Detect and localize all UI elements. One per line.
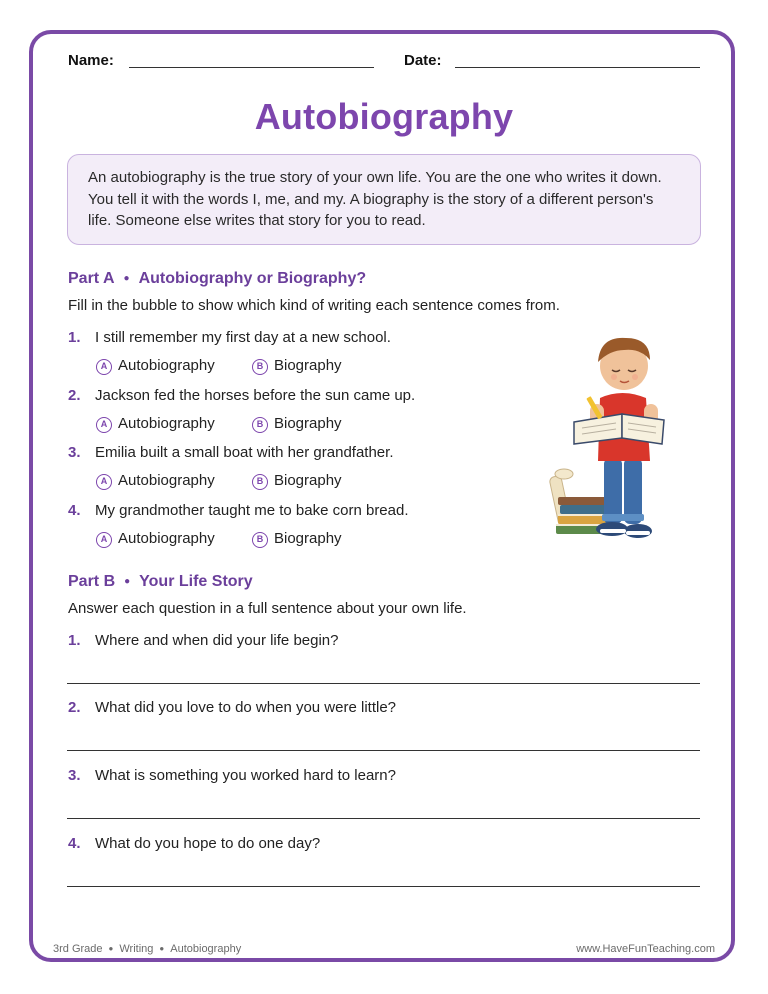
- bullet-icon: ●: [108, 944, 114, 953]
- q3-option-autobiography[interactable]: [96, 472, 215, 490]
- answer-line-2[interactable]: [67, 750, 700, 751]
- footer-topic: Autobiography: [170, 943, 242, 955]
- bubble-a-icon[interactable]: A: [96, 474, 112, 490]
- answer-line-4[interactable]: [67, 886, 700, 887]
- q4-option-biography[interactable]: [252, 530, 342, 548]
- part-a-question-3: [68, 444, 393, 461]
- question-number: 3.: [68, 444, 81, 461]
- bubble-b-icon[interactable]: B: [252, 532, 268, 548]
- bubble-b-icon[interactable]: B: [252, 417, 268, 433]
- question-number: 4.: [68, 835, 81, 852]
- part-b-question-2: [68, 699, 396, 716]
- bullet-icon: ●: [159, 944, 165, 953]
- date-field[interactable]: [455, 67, 700, 68]
- question-number: 1.: [68, 632, 81, 649]
- option-label: Biography: [274, 415, 342, 432]
- answer-line-3[interactable]: [67, 818, 700, 819]
- part-a-label: Part A: [68, 270, 115, 287]
- question-number: 1.: [68, 329, 81, 346]
- question-number: 2.: [68, 699, 81, 716]
- name-field[interactable]: [129, 67, 374, 68]
- footer-grade: 3rd Grade: [53, 943, 103, 955]
- option-label: Biography: [274, 472, 342, 489]
- part-a-question-1: [68, 329, 391, 346]
- part-b-title: Your Life Story: [139, 573, 253, 590]
- option-label: Biography: [274, 530, 342, 547]
- q1-option-biography[interactable]: [252, 357, 342, 375]
- footer-breadcrumb: [53, 943, 241, 955]
- intro-box: [67, 154, 701, 245]
- option-label: Autobiography: [118, 357, 215, 374]
- question-number: 3.: [68, 767, 81, 784]
- page-title: Autobiography: [254, 96, 514, 137]
- question-text: What did you love to do when you were little?: [95, 699, 397, 716]
- question-text: Emilia built a small boat with her grandfather.: [95, 444, 394, 461]
- q2-option-autobiography[interactable]: [96, 415, 215, 433]
- part-a-instructions: Fill in the bubble to show which kind of writing each sentence comes from.: [68, 297, 560, 314]
- bubble-a-icon[interactable]: A: [96, 359, 112, 375]
- part-a-question-4: [68, 502, 409, 519]
- question-text: I still remember my first day at a new school.: [95, 329, 391, 346]
- answer-line-1[interactable]: [67, 683, 700, 684]
- bubble-a-icon[interactable]: A: [96, 417, 112, 433]
- bubble-a-icon[interactable]: A: [96, 532, 112, 548]
- option-label: Autobiography: [118, 415, 215, 432]
- bullet-icon: ●: [124, 576, 131, 587]
- part-b-question-1: [68, 632, 339, 649]
- part-b-label: Part B: [68, 573, 116, 590]
- bubble-b-icon[interactable]: B: [252, 474, 268, 490]
- part-a-title: Autobiography or Biography?: [138, 270, 367, 287]
- bubble-b-icon[interactable]: B: [252, 359, 268, 375]
- q1-option-autobiography[interactable]: [96, 357, 215, 375]
- q2-option-biography[interactable]: [252, 415, 342, 433]
- part-a-heading: [68, 270, 366, 288]
- part-b-question-4: [68, 835, 320, 852]
- question-number: 2.: [68, 387, 81, 404]
- boy-reading-illustration: [540, 326, 680, 556]
- question-text: What is something you worked hard to learn?: [95, 767, 396, 784]
- part-b-instructions: Answer each question in a full sentence about your own life.: [68, 600, 467, 617]
- footer-subject: Writing: [119, 943, 154, 955]
- part-b-heading: [68, 573, 253, 591]
- option-label: Biography: [274, 357, 342, 374]
- part-a-question-2: [68, 387, 415, 404]
- question-text: My grandmother taught me to bake corn bread.: [95, 502, 409, 519]
- question-text: Where and when did your life begin?: [95, 632, 339, 649]
- bullet-icon: ●: [123, 273, 130, 284]
- option-label: Autobiography: [118, 472, 215, 489]
- part-b-question-3: [68, 767, 396, 784]
- question-text: What do you hope to do one day?: [95, 835, 321, 852]
- question-text: Jackson fed the horses before the sun came up.: [95, 387, 416, 404]
- date-label: Date:: [404, 52, 442, 69]
- footer-website[interactable]: www.HaveFunTeaching.com: [576, 943, 715, 955]
- option-label: Autobiography: [118, 530, 215, 547]
- question-number: 4.: [68, 502, 81, 519]
- q3-option-biography[interactable]: [252, 472, 342, 490]
- q4-option-autobiography[interactable]: [96, 530, 215, 548]
- intro-text: An autobiography is the true story of your own life. You are the one who writes it down. You tell it with the words I, me, and my. A biography is the story of a different person's life. Someone else writes that story for you to read.: [88, 169, 662, 229]
- name-label: Name:: [68, 52, 114, 69]
